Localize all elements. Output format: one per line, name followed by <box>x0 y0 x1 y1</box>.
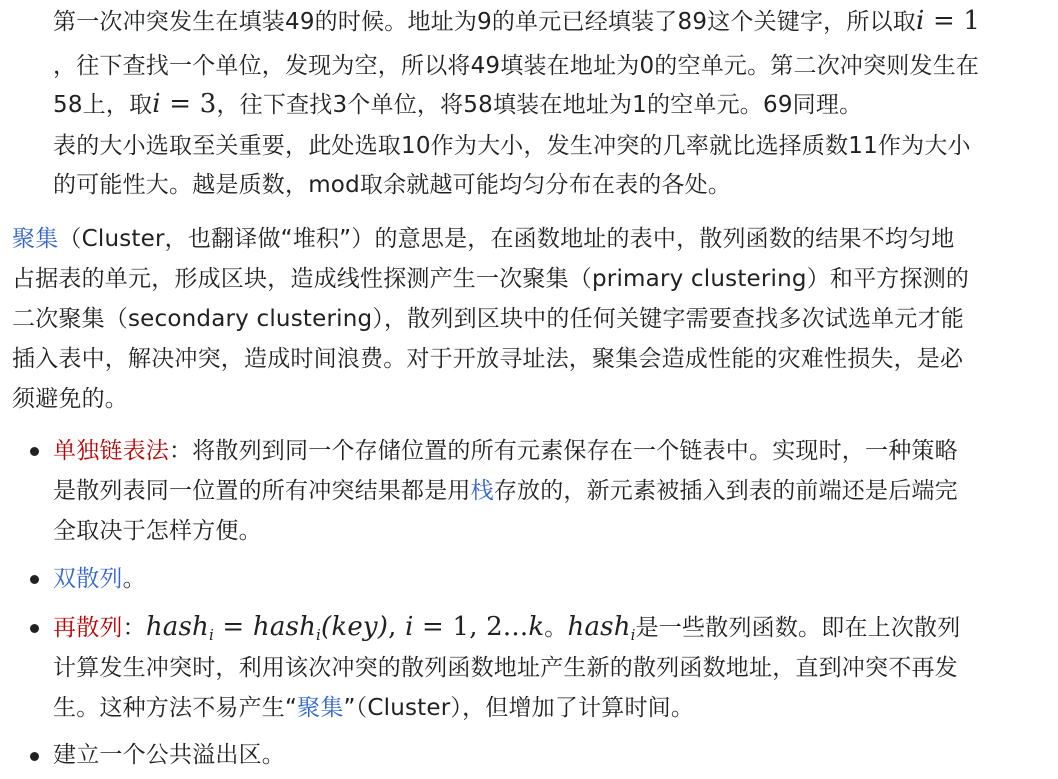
math-comma: , <box>388 612 406 642</box>
math-hash: hash$_i$ <box>145 612 214 644</box>
stack-link[interactable]: 栈 <box>470 478 494 504</box>
para1-line1-text: 第一次冲突发生在填装49的时候。地址为9的单元已经填装了89这个关键字，所以取 <box>53 9 916 35</box>
list-bullet <box>30 575 39 584</box>
list-bullet <box>30 752 39 761</box>
list-item-4: 建立一个公共溢出区。 <box>53 742 285 768</box>
math-k: k <box>528 612 545 642</box>
list-item-1-line2 <box>53 471 958 511</box>
list-item-3-mid: 。 <box>544 615 568 641</box>
list-item-3-line3 <box>53 688 694 728</box>
math-i-var-2: i <box>152 89 161 119</box>
cluster-link-2[interactable]: 聚集 <box>297 695 344 721</box>
list-item-3-colon: ： <box>122 615 146 641</box>
math-i-var: i <box>915 6 925 36</box>
list-bullet <box>30 624 39 633</box>
rehash-link[interactable]: 再散列 <box>53 615 123 641</box>
list-item-3-line1 <box>53 607 960 647</box>
para1-line3-b: ，往下查找3个单位，将58填装在地址为1的空单元。69同理。 <box>216 92 863 118</box>
para1-line2: ，往下查找一个单位，发现为空，所以将49填装在地址为0的空单元。第二次冲突则发生在 <box>53 53 980 79</box>
para2-line2: 的可能性大。越是质数，mod取余就越可能均匀分布在表的各处。 <box>53 172 732 198</box>
para1-line3 <box>53 84 862 124</box>
para3-line4: 插入表中，解决冲突，造成时间浪费。对于开放寻址法，聚集会造成性能的灾难性损失，是必 <box>12 346 964 372</box>
para3-line1-rest: （Cluster，也翻译做“堆积”）的意思是，在函数地址的表中，散列函数的结果不均匀地 <box>58 226 955 252</box>
para1-line1 <box>53 1 980 41</box>
list-item-3-line3-a: 生。这种方法不易产生“ <box>53 695 298 721</box>
list-item-3-line3-b: ”（Cluster），但增加了计算时间。 <box>343 695 695 721</box>
list-item-2 <box>53 559 146 599</box>
math-hash-3: hash$_i$ <box>567 612 636 644</box>
list-item-1-line1 <box>53 431 958 471</box>
list-item-3-line1-rest: 是一些散列函数。即在上次散列 <box>635 615 961 641</box>
para3-line1 <box>12 219 954 259</box>
list-item-1-line3: 全取决于怎样方便。 <box>53 518 262 544</box>
double-hashing-link[interactable]: 双散列 <box>53 566 123 592</box>
para2-line1: 表的大小选取至关重要，此处选取10作为大小，发生冲突的几率就比选择质数11作为大小 <box>53 133 971 159</box>
para3-line3: 二次聚集（secondary clustering），散列到区块中的任何关键字需要查找多次试选单元才能 <box>12 306 964 332</box>
list-item-1-line2-b: 存放的，新元素被插入到表的前端还是后端完 <box>493 478 958 504</box>
math-equals: = <box>213 612 253 642</box>
list-item-1-line1-rest: ：将散列到同一个存储位置的所有元素保存在一个链表中。实现时，一种策略 <box>169 438 958 464</box>
math-hash-2: hash$_i$(key) <box>252 612 389 644</box>
math-i-eq: = 1 <box>924 6 981 36</box>
math-i-eq-2: = 3 <box>160 89 217 119</box>
para3-line5: 须避免的。 <box>12 386 128 412</box>
math-i-3: i <box>405 612 414 642</box>
list-item-1-line2-a: 是散列表同一位置的所有冲突结果都是用 <box>53 478 471 504</box>
separate-chaining-link[interactable]: 单独链表法 <box>53 438 169 464</box>
list-bullet <box>30 447 39 456</box>
list-item-2-suffix: 。 <box>122 566 146 592</box>
para1-line3-a: 58上，取 <box>53 92 153 118</box>
list-item-3-line2: 计算发生冲突时，利用该次冲突的散列函数地址产生新的散列函数地址，直到冲突不再发 <box>53 655 958 681</box>
cluster-link[interactable]: 聚集 <box>12 226 59 252</box>
math-range: = 1, 2... <box>413 612 529 642</box>
para3-line2: 占据表的单元，形成区块，造成线性探测产生一次聚集（primary clustering）和平方探测的 <box>12 266 970 292</box>
